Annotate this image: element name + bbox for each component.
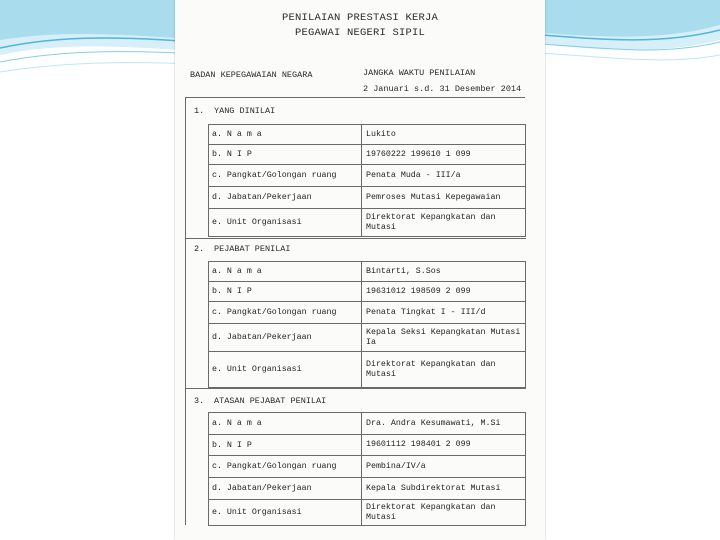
period-value: 2 Januari s.d. 31 Desember 2014	[363, 84, 522, 94]
field-value: 19631012 198509 2 099	[362, 282, 526, 301]
field-label: a. N a m a	[209, 125, 362, 144]
section-2-number: 2.	[194, 244, 205, 254]
table-row	[209, 324, 526, 352]
field-value: Kepala Seksi Kepangkatan Mutasi Ia	[362, 324, 526, 351]
field-label: a. N a m a	[209, 413, 362, 434]
document-title-line-2: PEGAWAI NEGERI SIPIL	[294, 27, 426, 39]
agency-name: BADAN KEPEGAWAIAN NEGARA	[190, 70, 313, 80]
section-3-number: 3.	[194, 396, 205, 406]
field-label: c. Pangkat/Golongan ruang	[209, 302, 362, 323]
field-value: Direktorat Kepangkatan dan Mutasi	[362, 209, 526, 236]
table-row	[209, 262, 526, 282]
field-value: Kepala Subdirektorat Mutasi	[362, 478, 526, 499]
field-label: e. Unit Organisasi	[209, 500, 362, 525]
document-title-line-1: PENILAIAN PRESTASI KERJA	[281, 12, 439, 24]
table-row	[209, 187, 526, 209]
field-value: 19601112 198401 2 099	[362, 435, 526, 455]
field-label: d. Jabatan/Pekerjaan	[209, 187, 362, 208]
table-row	[209, 352, 526, 388]
evaluation-form-table	[185, 97, 525, 525]
field-value: Pemroses Mutasi Kepegawaian	[362, 187, 526, 208]
field-value: Lukito	[362, 125, 526, 144]
section-1-grid	[208, 124, 526, 237]
section-3-title: ATASAN PEJABAT PENILAI	[214, 396, 327, 406]
field-label: e. Unit Organisasi	[209, 352, 362, 387]
field-label: c. Pangkat/Golongan ruang	[209, 165, 362, 186]
section-divider	[186, 388, 526, 389]
field-label: c. Pangkat/Golongan ruang	[209, 456, 362, 477]
field-label: e. Unit Organisasi	[209, 209, 362, 236]
field-value: Direktorat Kepangkatan dan Mutasi	[362, 352, 526, 387]
table-row	[209, 435, 526, 456]
table-row	[209, 302, 526, 324]
field-value: 19760222 199610 1 099	[362, 145, 526, 164]
field-label: b. N I P	[209, 282, 362, 301]
field-label: b. N I P	[209, 435, 362, 455]
scanned-document	[175, 0, 545, 540]
period-label: JANGKA WAKTU PENILAIAN	[363, 68, 476, 78]
table-row	[209, 125, 526, 145]
field-label: a. N a m a	[209, 262, 362, 281]
section-3-grid	[208, 412, 526, 526]
field-label: b. N I P	[209, 145, 362, 164]
table-row	[209, 456, 526, 478]
section-1-number: 1.	[194, 106, 205, 116]
section-2-grid	[208, 261, 526, 388]
table-row	[209, 209, 526, 237]
section-divider	[186, 238, 526, 239]
field-value: Penata Muda - III/a	[362, 165, 526, 186]
section-1-title: YANG DINILAI	[214, 106, 276, 116]
field-label: d. Jabatan/Pekerjaan	[209, 478, 362, 499]
table-row	[209, 500, 526, 526]
table-row	[209, 282, 526, 302]
table-row	[209, 165, 526, 187]
field-label: d. Jabatan/Pekerjaan	[209, 324, 362, 351]
table-row	[209, 413, 526, 435]
table-row	[209, 145, 526, 165]
field-value: Direktorat Kepangkatan dan Mutasi	[362, 500, 526, 525]
field-value: Pembina/IV/a	[362, 456, 526, 477]
field-value: Bintarti, S.Sos	[362, 262, 526, 281]
field-value: Dra. Andra Kesumawati, M.Si	[362, 413, 526, 434]
table-row	[209, 478, 526, 500]
field-value: Penata Tingkat I - III/d	[362, 302, 526, 323]
section-2-title: PEJABAT PENILAI	[214, 244, 291, 254]
